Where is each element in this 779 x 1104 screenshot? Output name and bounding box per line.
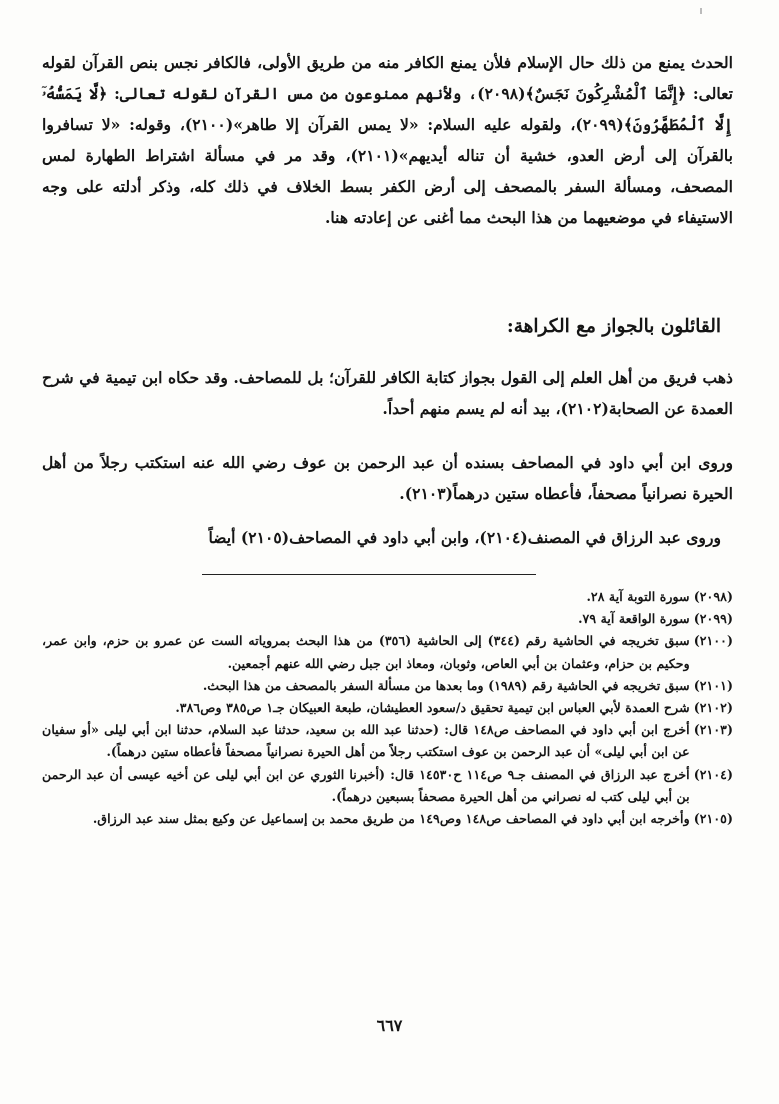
body-paragraph-1: الحدث يمنع من ذلك حال الإسلام فلأن يمنع الكافر منه من طريق الأولى، فالكافر نجس بنص القرآن لقوله تعالى: ﴿إِنَّمَا ٱلْمُشْرِكُونَ نَجَسٌ﴾(٢٠٩٨)، ولأنهم ممنوعون من مس القرآن لقوله تعالى: ﴿لَّا يَمَسُّهُۥٓ إِلَّا ٱلْمُطَهَّرُونَ﴾(٢٠٩٩)، ولقوله عليه السلام: «لا يمس القرآن إلا طاهر»(٢١٠٠)، وقوله: «لا تسافروا بالقرآن إلى أرض العدو، خشية أن تناله أيديهم»(٢١٠١)، وقد مر في مسألة اشتراط الطهارة لمس المصحف، ومسألة السفر بالمصحف إلى أرض الكفر بسط الخلاف في ذلك كله، وذكر أدلته على وجه الاستيفاء في موضعيهما من هذا البحث مما أغنى عن إعادته هنا. bbox=[42, 53, 733, 227]
footnote-text: سبق تخريجه في الحاشية رقم (٣٤٤) إلى الحاشية (٣٥٦) من هذا البحث بمروياته الست عن عمرو بن حزم، وابن عمر، وحكيم بن حزام، وعثمان بن أبي العاص، وثوبان، ومعاذ ابن جبل رضي الله عنهم أجمعين. bbox=[42, 633, 690, 671]
footnote-item bbox=[42, 719, 733, 763]
footnote-number: (٢١٠٣) bbox=[693, 722, 733, 738]
footnote-number: (٢١٠٥) bbox=[693, 811, 733, 827]
footnote-text: شرح العمدة لأبي العباس ابن تيمية تحقيق د/سعود العطيشان، طبعة العبيكان جـ١ ص٣٨٥ وص٣٨٦. bbox=[175, 700, 690, 716]
body-paragraph-2: ذهب فريق من أهل العلم إلى القول بجواز كتابة الكافر للقرآن؛ بل للمصاحف. وقد حكاه ابن تيمية في شرح العمدة عن الصحابة(٢١٠٢)، بيد أنه لم يسم منهم أحداً. bbox=[42, 368, 733, 418]
footnote-text: سورة الواقعة آية ٧٩. bbox=[578, 611, 690, 627]
footnote-item bbox=[42, 630, 733, 674]
footnote-number: (٢١٠١) bbox=[693, 677, 733, 693]
scan-mark bbox=[700, 8, 702, 14]
footnotes bbox=[42, 586, 733, 830]
footnote-item bbox=[42, 764, 733, 808]
footnote-number: (٢٠٩٨) bbox=[693, 589, 733, 604]
footnote-text: سبق تخريجه في الحاشية رقم (١٩٨٩) وما بعدها من مسألة السفر بالمصحف من هذا البحث. bbox=[202, 677, 690, 693]
section-heading: القائلون بالجواز مع الكراهة: bbox=[506, 316, 721, 337]
footnote-separator bbox=[202, 574, 536, 575]
body-paragraph-3: وروى ابن أبي داود في المصاحف بسنده أن عبد الرحمن بن عوف رضي الله عنه استكتب رجلاً من أهل الحيرة نصرانياً مصحفاً، فأعطاه ستين درهماً(٢١٠٣). bbox=[42, 453, 733, 503]
footnote-item bbox=[42, 808, 733, 830]
page-number: ٦٦٧ bbox=[376, 1016, 403, 1035]
footnote-number: (٢١٠٢) bbox=[693, 700, 733, 716]
footnote-number: (٢٠٩٩) bbox=[693, 611, 733, 627]
footnote-item bbox=[42, 608, 733, 630]
footnote-text: وأخرجه ابن أبي داود في المصاحف ص١٤٨ وص١٤٩ من طريق محمد بن إسماعيل عن وكيع بمثل سند عبد الرزاق. bbox=[92, 811, 690, 827]
footnote-text: سورة التوبة آية ٢٨. bbox=[586, 589, 690, 604]
footnote-text: أخرج ابن أبي داود في المصاحف ص١٤٨ قال: (حدثنا عبد الله بن سعيد، حدثنا عبد السلام، حدثنا ابن أبي ليلى «أو سفيان عن ابن أبي ليلى» أن عبد الرحمن بن عوف استكتب رجلاً من أهل الحيرة نصرانياً مصحفاً فأعطاه ستين درهماً). bbox=[42, 722, 690, 760]
footnote-item bbox=[42, 697, 733, 719]
footnote-number: (٢١٠٠) bbox=[693, 633, 733, 649]
footnote-number: (٢١٠٤) bbox=[693, 766, 733, 782]
body-paragraph-4: وروى عبد الرزاق في المصنف(٢١٠٤)، وابن أبي داود في المصاحف(٢١٠٥) أيضاً bbox=[208, 528, 721, 547]
footnote-item bbox=[42, 675, 733, 697]
footnote-item bbox=[42, 586, 733, 608]
footnote-text: أخرج عبد الرزاق في المصنف جـ٩ ص١١٤ ح١٤٥٣٠ قال: (أخبرنا الثوري عن ابن أبي ليلى عن أخيه عيسى أن عبد الرحمن بن أبي ليلى كتب له نصراني من أهل الحيرة مصحفاً بسبعين درهماً). bbox=[42, 766, 690, 804]
